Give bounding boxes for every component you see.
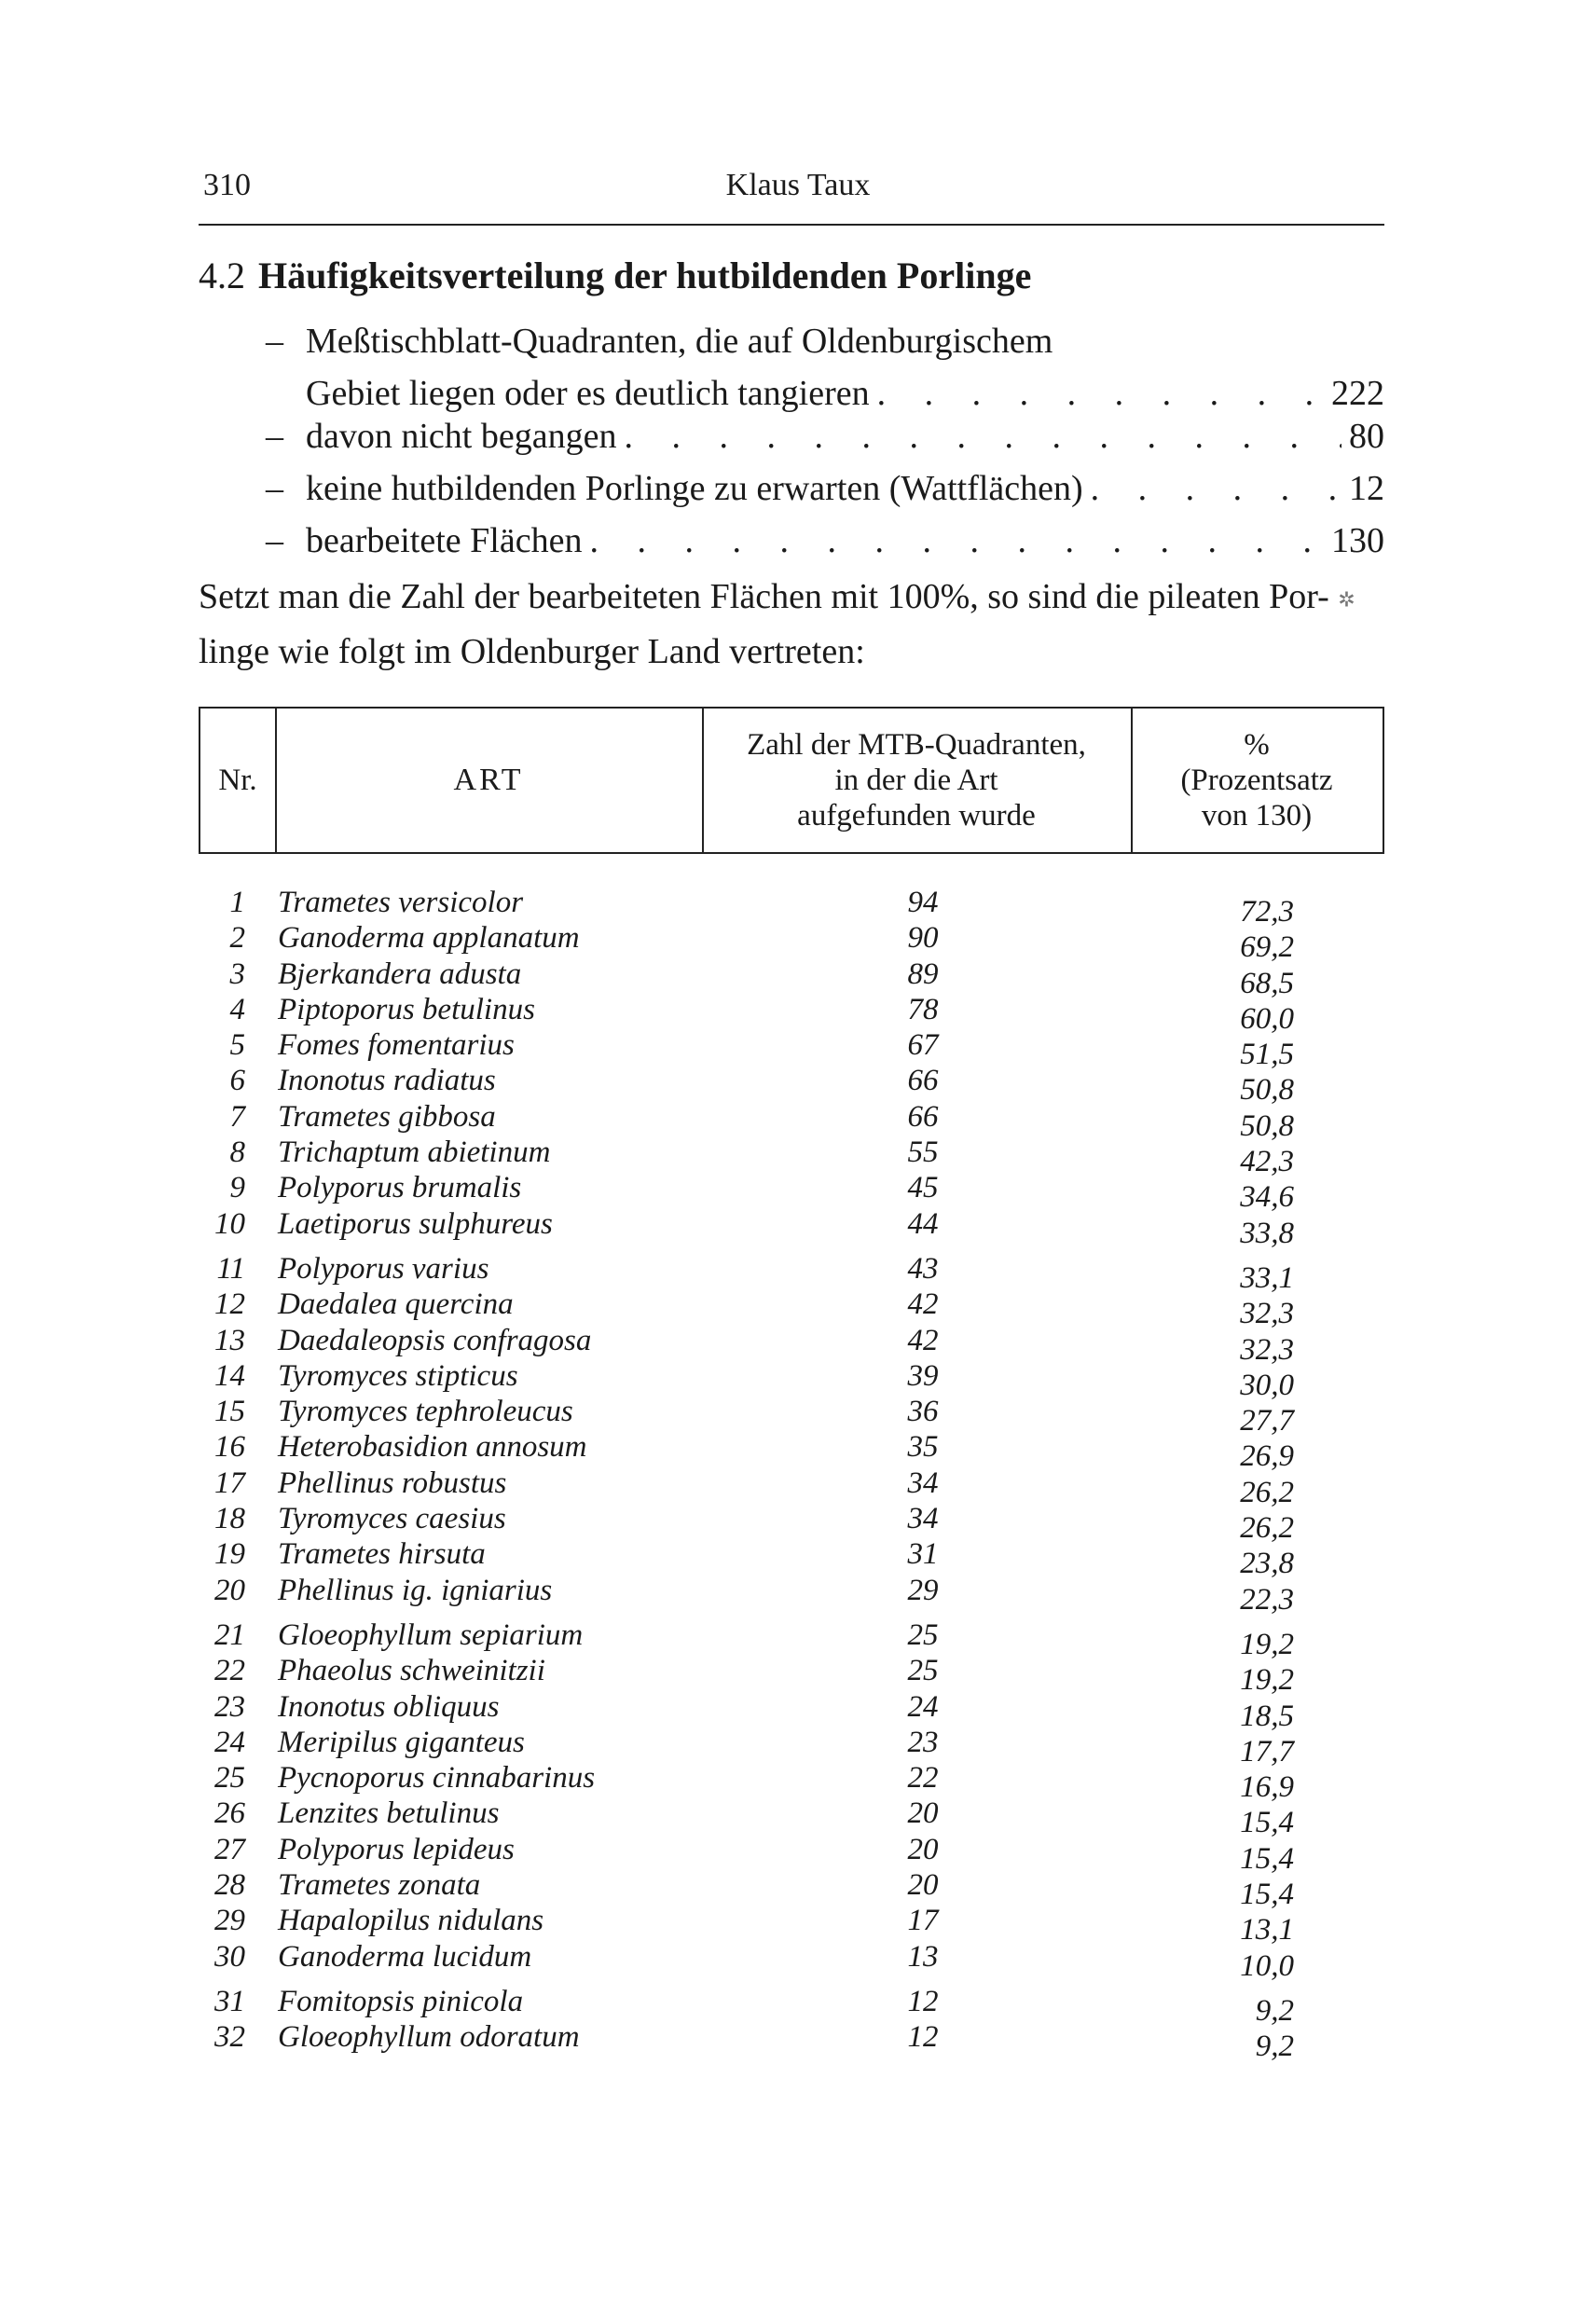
quadrant-count: 20: [907, 1868, 939, 1903]
species-name: Hapalopilus nidulans: [278, 1904, 544, 1938]
quadrant-count: 31: [907, 1537, 939, 1572]
row-number: 7: [229, 1099, 245, 1134]
table-row: [199, 1984, 1384, 2028]
row-number: 11: [216, 1251, 245, 1286]
species-name: Bjerkandera adusta: [278, 956, 522, 991]
percent-value: 10,0: [1240, 1948, 1294, 1983]
intro-line-1: Setzt man die Zahl der bearbeiteten Flächen mit 100%, so sind die pileaten Por-: [199, 577, 1329, 616]
row-number: 21: [214, 1617, 245, 1652]
table-row: [199, 1251, 1384, 1295]
list-dash: –: [266, 322, 283, 361]
quadrant-count: 24: [907, 1689, 939, 1724]
row-number: 5: [229, 1028, 245, 1063]
quadrant-count: 42: [907, 1287, 939, 1322]
quadrant-count: 42: [907, 1323, 939, 1357]
percent-value: 33,8: [1240, 1216, 1294, 1250]
table-row: [199, 1573, 1384, 1617]
species-name: Meripilus giganteus: [278, 1725, 525, 1759]
summary-text: davon nicht begangen: [306, 417, 617, 456]
percent-value: 18,5: [1240, 1699, 1294, 1733]
table-row: [199, 1028, 1384, 1072]
percent-value: 23,8: [1240, 1547, 1294, 1581]
row-number: 12: [214, 1287, 245, 1322]
species-name: Polyporus brumalis: [278, 1171, 522, 1205]
intro-line-2: linge wie folgt im Oldenburger Land vertreten:: [199, 632, 865, 672]
quadrant-count: 55: [907, 1135, 939, 1170]
percent-value: 42,3: [1240, 1145, 1294, 1179]
species-name: Lenzites betulinus: [278, 1796, 500, 1831]
quadrant-count: 34: [907, 1502, 939, 1536]
summary-text: keine hutbildenden Porlinge zu erwarten (Wattflächen): [306, 469, 1083, 508]
row-number: 30: [214, 1939, 245, 1974]
species-name: Trametes hirsuta: [278, 1537, 486, 1572]
table-header: [199, 707, 1384, 854]
percent-value: 68,5: [1240, 966, 1294, 1000]
percent-value: 13,1: [1240, 1913, 1294, 1947]
percent-value: 15,4: [1240, 1878, 1294, 1912]
row-number: 4: [229, 992, 245, 1026]
quadrant-count: 20: [907, 1832, 939, 1866]
row-number: 10: [214, 1206, 245, 1241]
row-number: 13: [214, 1323, 245, 1357]
header-art: [275, 709, 704, 852]
percent-value: 17,7: [1240, 1734, 1294, 1768]
table-row: [199, 1395, 1384, 1438]
summary-text-line1: Meßtischblatt-Quadranten, die auf Oldenburgischem: [306, 322, 1053, 361]
percent-value: 15,4: [1240, 1806, 1294, 1840]
species-name: Piptoporus betulinus: [278, 992, 535, 1026]
percent-value: 19,2: [1240, 1627, 1294, 1661]
row-number: 9: [229, 1171, 245, 1205]
percent-value: 33,1: [1240, 1260, 1294, 1295]
table-row: [199, 1430, 1384, 1474]
running-title: Klaus Taux: [725, 168, 871, 202]
table-row: [199, 1868, 1384, 1912]
quadrant-count: 44: [907, 1206, 939, 1241]
row-number: 14: [214, 1358, 245, 1393]
summary-value: 222: [1331, 374, 1384, 413]
quadrant-count: 20: [907, 1796, 939, 1831]
summary-text-line2: Gebiet liegen oder es deutlich tangieren: [306, 374, 870, 413]
row-number: 23: [214, 1689, 245, 1724]
table-row: [199, 1761, 1384, 1805]
quadrant-count: 12: [907, 2020, 939, 2055]
species-name: Polyporus lepideus: [278, 1832, 515, 1866]
quadrant-count: 25: [907, 1654, 939, 1688]
table-row: [199, 1287, 1384, 1331]
quadrant-count: 39: [907, 1358, 939, 1393]
species-name: Trametes zonata: [278, 1868, 481, 1903]
quadrant-count: 12: [907, 1984, 939, 2018]
species-name: Polyporus varius: [278, 1251, 489, 1286]
quadrant-count: 89: [907, 956, 939, 991]
row-number: 28: [214, 1868, 245, 1903]
header-rule: [199, 224, 1384, 226]
row-number: 19: [214, 1537, 245, 1572]
percent-value: 15,4: [1240, 1841, 1294, 1876]
row-number: 24: [214, 1725, 245, 1759]
species-name: Ganoderma applanatum: [278, 921, 580, 956]
percent-value: 26,2: [1240, 1475, 1294, 1509]
header-pct-line3: von 130): [1201, 799, 1313, 833]
row-number: 3: [229, 956, 245, 991]
quadrant-count: 67: [907, 1028, 939, 1063]
percent-value: 51,5: [1240, 1038, 1294, 1072]
percent-value: 27,7: [1240, 1404, 1294, 1438]
quadrant-count: 17: [907, 1904, 939, 1938]
table-row: [199, 992, 1384, 1036]
summary-item-quadrants: [266, 315, 1384, 420]
table-row: [199, 1939, 1384, 1983]
row-number: 25: [214, 1761, 245, 1796]
leader-dots: [1091, 462, 1341, 515]
table-row: [199, 1689, 1384, 1733]
header-pct-line1: %: [1244, 728, 1270, 762]
table-row: [199, 1323, 1384, 1367]
table-row: [199, 1796, 1384, 1840]
species-name: Fomes fomentarius: [278, 1028, 515, 1063]
table-row: [199, 1537, 1384, 1581]
header-count-line3: aufgefunden wurde: [797, 799, 1036, 833]
table-row: [199, 1171, 1384, 1215]
species-name: Trichaptum abietinum: [278, 1135, 551, 1170]
summary-value: 12: [1349, 469, 1384, 508]
header-nr-text: Nr.: [218, 764, 257, 797]
row-number: 27: [214, 1832, 245, 1866]
species-name: Phellinus robustus: [278, 1466, 507, 1500]
margin-mark-icon: ✲: [1338, 587, 1355, 612]
species-name: Tyromyces tephroleucus: [278, 1395, 573, 1429]
intro-paragraph: [199, 571, 1410, 678]
header-count: [702, 709, 1133, 852]
row-number: 16: [214, 1430, 245, 1465]
list-dash: –: [266, 521, 283, 560]
species-name: Inonotus radiatus: [278, 1064, 496, 1098]
quadrant-count: 94: [907, 886, 939, 919]
table-row: [199, 1832, 1384, 1876]
percent-value: 30,0: [1240, 1368, 1294, 1402]
percent-value: 19,2: [1240, 1663, 1294, 1698]
percent-value: 26,9: [1240, 1439, 1294, 1474]
table-row: [199, 1904, 1384, 1947]
row-number: 17: [214, 1466, 245, 1500]
species-name: Pycnoporus cinnabarinus: [278, 1761, 596, 1796]
table-row: [199, 1064, 1384, 1108]
table-row: [199, 1617, 1384, 1661]
summary-value: 130: [1331, 521, 1384, 560]
percent-value: 32,3: [1240, 1332, 1294, 1367]
header-percent: [1131, 709, 1383, 852]
table-row: [199, 1725, 1384, 1768]
list-dash: –: [266, 417, 283, 456]
row-number: 31: [214, 1984, 245, 2018]
species-name: Tyromyces stipticus: [278, 1358, 518, 1393]
table-row: [199, 1099, 1384, 1143]
quadrant-count: 23: [907, 1725, 939, 1759]
row-number: 18: [214, 1502, 245, 1536]
row-number: 29: [214, 1904, 245, 1938]
quadrant-count: 36: [907, 1395, 939, 1429]
percent-value: 26,2: [1240, 1511, 1294, 1546]
row-number: 26: [214, 1796, 245, 1831]
table-row: [199, 1466, 1384, 1509]
list-dash: –: [266, 469, 283, 508]
percent-value: 32,3: [1240, 1297, 1294, 1331]
species-name: Gloeophyllum odoratum: [278, 2020, 580, 2055]
quadrant-count: 35: [907, 1430, 939, 1465]
quadrant-count: 90: [907, 921, 939, 956]
species-name: Ganoderma lucidum: [278, 1939, 532, 1974]
quadrant-count: 66: [907, 1064, 939, 1098]
table-row: [199, 1654, 1384, 1698]
percent-value: 16,9: [1240, 1770, 1294, 1805]
species-name: Fomitopsis pinicola: [278, 1984, 524, 2018]
species-name: Laetiporus sulphureus: [278, 1206, 553, 1241]
header-art-text: ART: [453, 763, 524, 797]
table-row: [199, 1135, 1384, 1179]
section-title: Häufigkeitsverteilung der hutbildenden Porlinge: [258, 255, 1032, 296]
species-name: Daedaleopsis confragosa: [278, 1323, 592, 1357]
percent-value: 72,3: [1240, 895, 1294, 929]
table-row: [199, 2020, 1384, 2064]
percent-value: 50,8: [1240, 1073, 1294, 1108]
section-heading: [199, 254, 1031, 297]
species-name: Tyromyces caesius: [278, 1502, 506, 1536]
row-number: 20: [214, 1573, 245, 1607]
row-number: 8: [229, 1135, 245, 1170]
percent-value: 22,3: [1240, 1582, 1294, 1617]
table-row: [199, 1206, 1384, 1250]
quadrant-count: 43: [907, 1251, 939, 1286]
percent-value: 34,6: [1240, 1180, 1294, 1215]
quadrant-count: 66: [907, 1099, 939, 1134]
quadrant-count: 78: [907, 992, 939, 1026]
species-name: Daedalea quercina: [278, 1287, 514, 1322]
species-name: Gloeophyllum sepiarium: [278, 1617, 584, 1652]
quadrant-count: 13: [907, 1939, 939, 1974]
species-name: Inonotus obliquus: [278, 1689, 500, 1724]
percent-value: 9,2: [1255, 1993, 1294, 2028]
percent-value: 69,2: [1240, 930, 1294, 965]
species-name: Trametes gibbosa: [278, 1099, 496, 1134]
page-number: 310: [203, 168, 251, 202]
quadrant-count: 45: [907, 1171, 939, 1205]
table-row: [199, 921, 1384, 965]
percent-value: 9,2: [1255, 2030, 1294, 2064]
table-row: [199, 886, 1384, 929]
row-number: 22: [214, 1654, 245, 1688]
summary-value: 80: [1349, 417, 1384, 456]
table-row: [199, 956, 1384, 1000]
header-nr: [200, 709, 277, 852]
quadrant-count: 25: [907, 1617, 939, 1652]
species-name: Trametes versicolor: [278, 886, 524, 919]
quadrant-count: 29: [907, 1573, 939, 1607]
species-name: Phellinus ig. igniarius: [278, 1573, 553, 1607]
species-name: Phaeolus schweinitzii: [278, 1654, 545, 1688]
row-number: 32: [214, 2020, 245, 2055]
header-count-line1: Zahl der MTB-Quadranten,: [747, 728, 1086, 762]
summary-text: bearbeitete Flächen: [306, 521, 583, 560]
percent-value: 50,8: [1240, 1108, 1294, 1143]
table-row: [199, 1502, 1384, 1546]
row-number: 1: [229, 886, 245, 919]
header-count-line2: in der die Art: [834, 764, 998, 797]
row-number: 2: [229, 921, 245, 956]
species-name: Heterobasidion annosum: [278, 1430, 587, 1465]
quadrant-count: 22: [907, 1761, 939, 1796]
section-number: 4.2: [199, 255, 245, 296]
header-pct-line2: (Prozentsatz: [1180, 764, 1333, 797]
quadrant-count: 34: [907, 1466, 939, 1500]
row-number: 6: [229, 1064, 245, 1098]
row-number: 15: [214, 1395, 245, 1429]
leader-dots: [589, 515, 1324, 567]
table-body: [199, 886, 1384, 2064]
leader-dots: [624, 410, 1341, 462]
percent-value: 60,0: [1240, 1001, 1294, 1036]
table-row: [199, 1358, 1384, 1402]
